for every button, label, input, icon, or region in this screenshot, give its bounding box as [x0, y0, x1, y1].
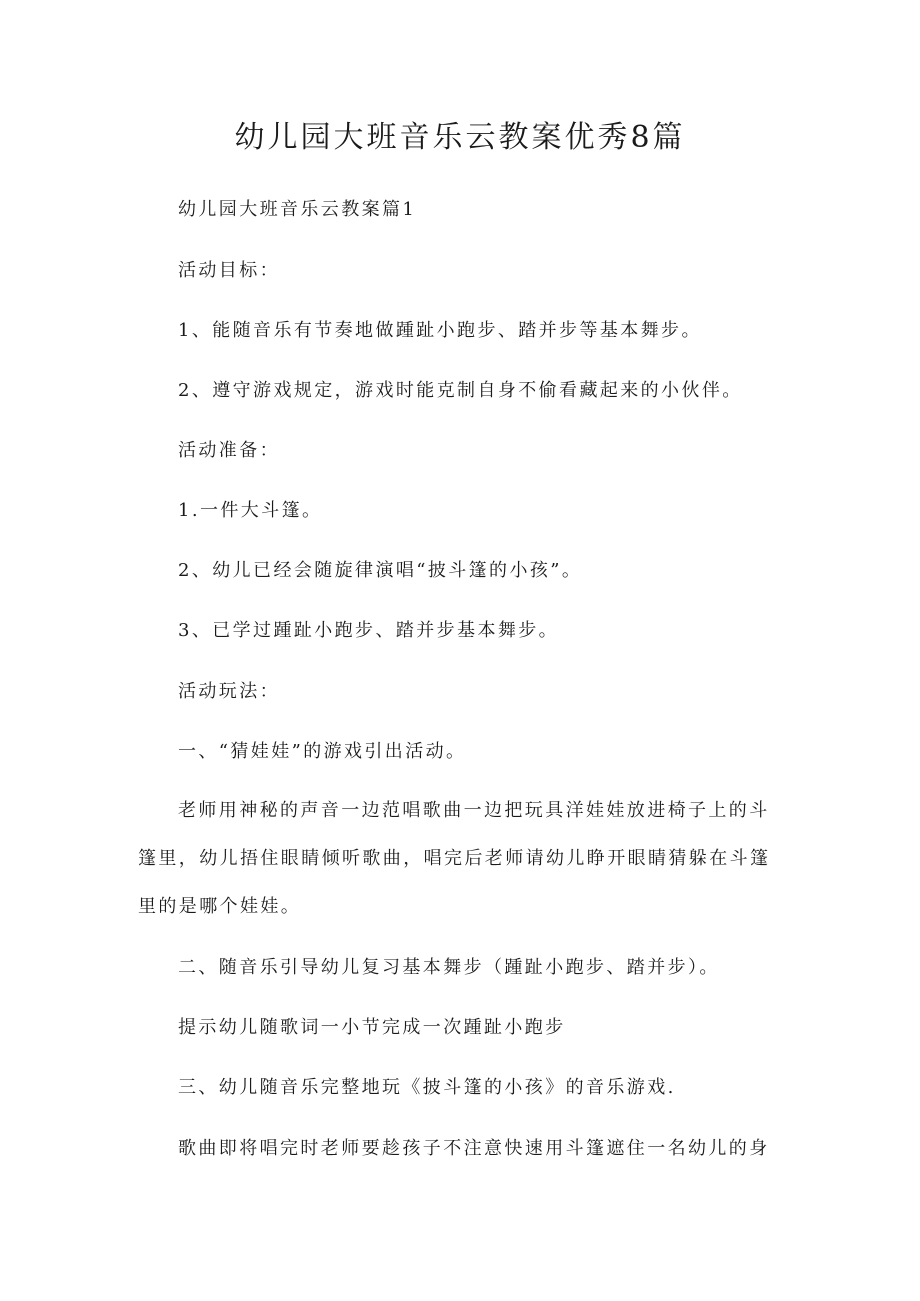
prep-label: 活动准备：: [178, 440, 280, 461]
document-title: 幼儿园大班音乐云教案优秀8篇: [234, 120, 686, 155]
goal-item-2: 2、遵守游戏规定，游戏时能克制自身不偷看藏起来的小伙伴。: [178, 380, 743, 401]
step-3-detail: 歌曲即将唱完时老师要趁孩子不注意快速用斗篷遮住一名幼儿的身: [178, 1138, 770, 1159]
goals-label: 活动目标：: [178, 260, 280, 281]
play-label: 活动玩法：: [178, 681, 280, 702]
goal-item-1: 1、能随音乐有节奏地做踵趾小跑步、踏并步等基本舞步。: [178, 320, 702, 341]
step-1-heading: 一、“猜娃娃”的游戏引出活动。: [178, 741, 467, 762]
step-3-heading: 三、幼儿随音乐完整地玩《披斗篷的小孩》的音乐游戏.: [178, 1077, 676, 1098]
prep-item-3: 3、已学过踵趾小跑步、踏并步基本舞步。: [178, 620, 560, 641]
prep-item-1: 1.一件大斗篷。: [178, 500, 323, 521]
step-2-detail: 提示幼儿随歌词一小节完成一次踵趾小跑步: [178, 1017, 566, 1038]
section-heading: 幼儿园大班音乐云教案篇1: [178, 199, 417, 220]
prep-item-2: 2、幼儿已经会随旋律演唱“披斗篷的小孩”。: [178, 560, 583, 581]
step-1-paragraph: 老师用神秘的声音一边范唱歌曲一边把玩具洋娃娃放进椅子上的斗篷里，幼儿捂住眼睛倾听歌曲，唱完后老师请幼儿睁开眼睛猜躲在斗篷里的是哪个娃娃。: [138, 800, 771, 917]
step-2-heading: 二、随音乐引导幼儿复习基本舞步（踵趾小跑步、踏并步）。: [178, 957, 720, 978]
